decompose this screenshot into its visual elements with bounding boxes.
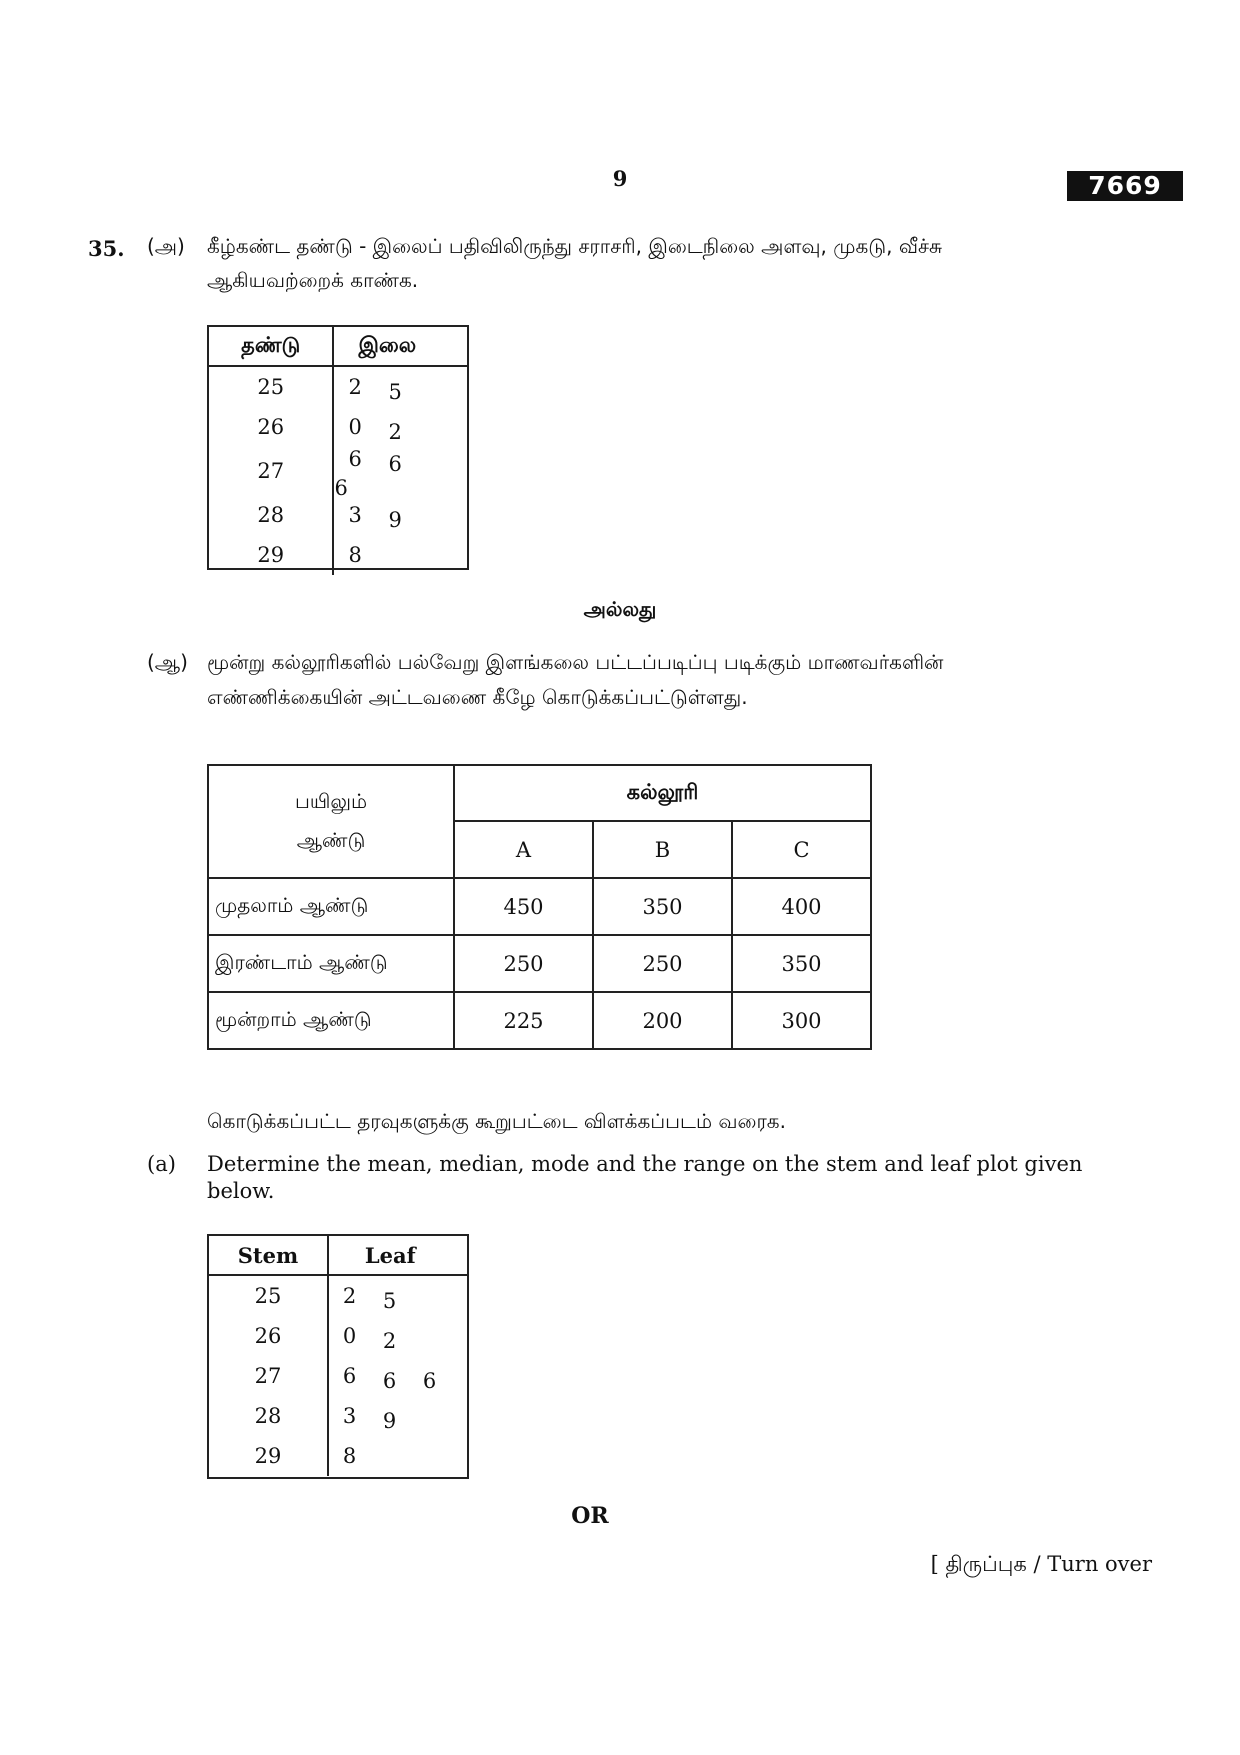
table-row [208,878,871,935]
row-label: மூன்றாம் ஆண்டு [208,992,454,1049]
leaf-value: 6 [342,1364,357,1388]
tamil-a-line2: ஆகியவற்றைக் காண்க. [207,268,419,292]
leaf-value: 6 [382,1369,397,1393]
college-group-header: கல்லூரி [454,765,871,821]
leaf-value: 3 [342,1404,357,1428]
or-english: OR [571,1503,609,1529]
stem-leaf-row [209,495,467,535]
leaf-value: 6 [388,452,402,476]
leaf-values [333,366,467,407]
table-row [208,935,871,992]
stem-value: 27 [209,1356,328,1396]
stem-value: 25 [209,1275,328,1316]
stem-leaf-row [209,1396,467,1436]
tamil-a-marker: (அ) [147,234,185,258]
stem-value: 27 [209,447,333,495]
leaf-value: 5 [388,380,402,404]
leaf-values [333,495,467,535]
table-cell: 300 [732,992,871,1049]
stem-value: 26 [209,1316,328,1356]
leaf-value: 9 [382,1409,397,1433]
leaf-value: 2 [388,420,402,444]
leaf-value: 2 [342,1284,357,1308]
english-a-marker: (a) [147,1152,176,1176]
page-number: 9 [612,166,628,191]
table-cell: 250 [454,935,593,992]
tamil-b-marker: (ஆ) [147,650,188,674]
leaf-value: 5 [382,1289,397,1313]
stem-value: 28 [209,495,333,535]
row-label: இரண்டாம் ஆண்டு [208,935,454,992]
table-cell: 200 [593,992,732,1049]
leaf-values [328,1356,467,1396]
turn-over-note: [ திருப்புக / Turn over [930,1552,1152,1576]
leaf-values [333,447,467,500]
leaf-value: 0 [342,1324,357,1348]
leaf-value: 9 [388,508,402,532]
table-cell: 350 [593,878,732,935]
paper-code-badge: 7669 [1067,171,1183,201]
stem-leaf-table-tamil [207,325,469,570]
english-a-line2: below. [207,1179,275,1203]
corner-line2: ஆண்டு [296,827,366,852]
column-header-b: B [593,821,732,878]
column-header-c: C [732,821,871,878]
college-table [207,764,872,1050]
leaf-value: 2 [382,1329,397,1353]
stem-header: Stem [209,1236,328,1275]
leaf-value: 3 [348,503,362,527]
stem-value: 29 [209,535,333,575]
tamil-a-line1: கீழ்கண்ட தண்டு - இலைப் பதிவிலிருந்து சராசரி, இடைநிலை அளவு, முகடு, வீச்சு [207,234,943,258]
leaf-value: 0 [348,415,362,439]
leaf-header: இலை [333,327,467,366]
or-tamil: அல்லது [583,597,657,621]
row-label: முதலாம் ஆண்டு [208,878,454,935]
leaf-values [333,535,467,575]
table-cell: 350 [732,935,871,992]
corner-line1: பயிலும் [294,788,368,813]
stem-leaf-row [209,1356,467,1396]
tamil-instruction: கொடுக்கப்பட்ட தரவுகளுக்கு கூறுபட்டை விளக்கப்படம் வரைக. [207,1109,786,1133]
stem-value: 29 [209,1436,328,1476]
stem-leaf-row [209,1275,467,1316]
table-cell: 400 [732,878,871,935]
stem-leaf-row [209,535,467,575]
leaf-value: 8 [348,543,362,567]
leaf-value: 6 [422,1369,437,1393]
stem-leaf-row [209,1436,467,1476]
leaf-values [328,1436,467,1476]
leaf-values [328,1396,467,1436]
question-number: 35. [88,236,125,261]
leaf-values [333,407,467,447]
table-row [208,992,871,1049]
tamil-b-line1: மூன்று கல்லூரிகளில் பல்வேறு இளங்கலை பட்டப்படிப்பு படிக்கும் மாணவர்களின் [207,650,944,674]
table-corner-header [208,765,454,878]
leaf-header: Leaf [328,1236,467,1275]
leaf-value: 8 [342,1444,357,1468]
tamil-b-line2: எண்ணிக்கையின் அட்டவணை கீழே கொடுக்கப்பட்டுள்ளது. [207,685,748,709]
stem-leaf-row [209,407,467,447]
stem-leaf-row [209,447,467,495]
leaf-value: 2 [348,375,362,399]
stem-value: 26 [209,407,333,447]
column-header-a: A [454,821,593,878]
stem-leaf-table-english [207,1234,469,1479]
table-cell: 225 [454,992,593,1049]
leaf-values [328,1316,467,1356]
english-a-line1: Determine the mean, median, mode and the range on the stem and leaf plot given [207,1152,1083,1176]
table-cell: 250 [593,935,732,992]
stem-value: 25 [209,366,333,407]
leaf-value: 6 [348,447,362,471]
stem-leaf-row [209,366,467,407]
stem-leaf-row [209,1316,467,1356]
table-cell: 450 [454,878,593,935]
stem-value: 28 [209,1396,328,1436]
leaf-values [328,1275,467,1316]
leaf-value: 6 [334,476,348,500]
stem-header: தண்டு [209,327,333,366]
